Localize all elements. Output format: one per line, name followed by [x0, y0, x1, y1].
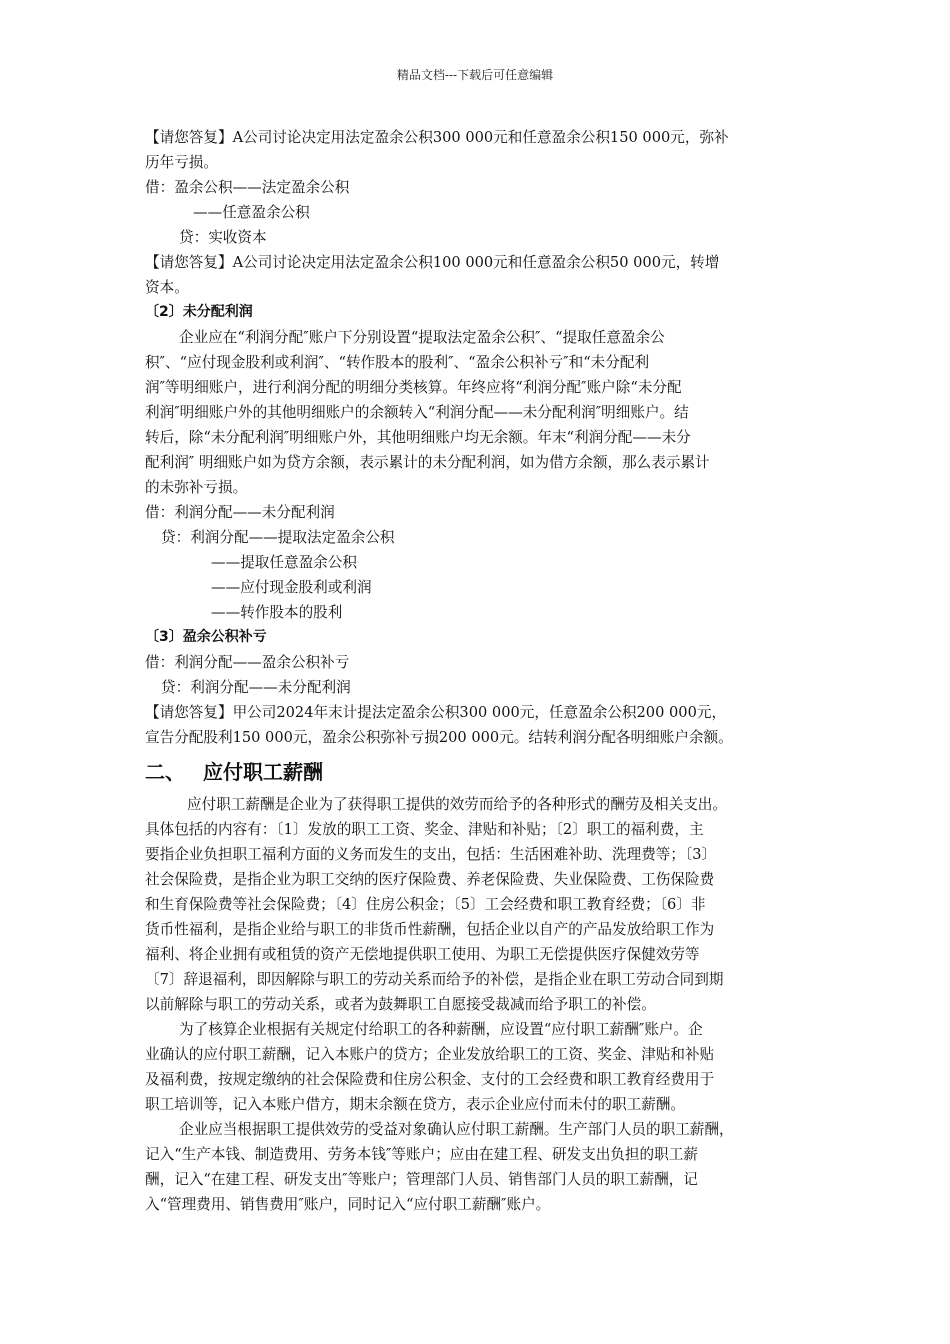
- paragraph-line: 为了核算企业根据有关规定付给职工的各种薪酬，应设置“应付职工薪酬″账户。企: [179, 1021, 703, 1038]
- paragraph-line: 以前解除与职工的劳动关系，或者为鼓舞职工自愿接受裁减而给予职工的补偿。: [145, 996, 656, 1013]
- section-heading: [145, 754, 813, 790]
- section-title: 应付职工薪酬: [203, 760, 323, 784]
- journal-sub-entry: ——任意盈余公积: [193, 204, 310, 221]
- paragraph-line: 的未弥补亏损。: [145, 479, 248, 496]
- subsection-heading: 〔3〕盈余公积补亏: [145, 629, 267, 645]
- paragraph-line: 利润″明细账户外的其他明细账户的余额转入“利润分配——未分配利润″明细账户。结: [145, 404, 689, 421]
- text-line: 【请您答复】甲公司2024年末计提法定盈余公积300 000元，任意盈余公积200 000元，: [145, 704, 727, 721]
- journal-credit: 贷：利润分配——未分配利润: [161, 679, 351, 696]
- paragraph-line: 应付职工薪酬是企业为了获得职工提供的效劳而给予的各种形式的酬劳及相关支出。: [187, 796, 727, 813]
- subsection-heading: 〔2〕未分配利润: [145, 304, 253, 320]
- paragraph-line: 转后，除“未分配利润″明细账户外，其他明细账户均无余额。年末“利润分配——未分: [145, 429, 691, 446]
- paragraph-line: 职工培训等，记入本账户借方，期末余额在贷方，表示企业应付而未付的职工薪酬。: [145, 1096, 685, 1113]
- paragraph-line: 要指企业负担职工福利方面的义务而发生的支出，包括：生活困难补助、洗理费等；〔3〕: [145, 846, 717, 863]
- paragraph-line: 企业应当根据职工提供效劳的受益对象确认应付职工薪酬。生产部门人员的职工薪酬，: [179, 1121, 734, 1138]
- paragraph-line: 配利润″ 明细账户如为贷方余额，表示累计的未分配利润，如为借方余额，那么表示累计: [145, 454, 710, 471]
- journal-sub-entry: ——提取任意盈余公积: [211, 554, 357, 571]
- journal-debit: 借：盈余公积——法定盈余公积: [145, 179, 350, 196]
- paragraph-line: 润″等明细账户，进行利润分配的明细分类核算。年终应将“利润分配″账户除“未分配: [145, 379, 682, 396]
- journal-sub-entry: ——转作股本的股利: [211, 604, 343, 621]
- paragraph-line: 〔7〕辞退福利，即因解除与职工的劳动关系而给予的补偿，是指企业在职工劳动合同到期: [145, 971, 724, 988]
- text-line: 历年亏损。: [145, 154, 218, 171]
- journal-sub-entry: ——应付现金股利或利润: [211, 579, 372, 596]
- paragraph-line: 福利、将企业拥有或租赁的资产无偿地提供职工使用、为职工无偿提供医疗保健效劳等: [145, 946, 700, 963]
- text-line: 【请您答复】A公司讨论决定用法定盈余公积100 000元和任意盈余公积50 000元，转增: [145, 254, 720, 271]
- paragraph-line: 及福利费，按规定缴纳的社会保险费和住房公积金、支付的工会经费和职工教育经费用于: [145, 1071, 715, 1088]
- paragraph-line: 和生育保险费等社会保险费；〔4〕住房公积金；〔5〕工会经费和职工教育经费；〔6〕非: [145, 896, 706, 913]
- paragraph-line: 酬，记入“在建工程、研发支出″等账户；管理部门人员、销售部门人员的职工薪酬，记: [145, 1171, 698, 1188]
- paragraph-line: 记入“生产本钱、制造费用、劳务本钱″等账户；应由在建工程、研发支出负担的职工薪: [145, 1146, 698, 1163]
- paragraph-line: 具体包括的内容有：〔1〕发放的职工工资、奖金、津贴和补贴；〔2〕职工的福利费，主: [145, 821, 704, 838]
- page-header: 精品文档---下载后可任意编辑: [396, 68, 554, 82]
- paragraph-line: 社会保险费，是指企业为职工交纳的医疗保险费、养老保险费、失业保险费、工伤保险费: [145, 871, 715, 888]
- journal-debit: 借：利润分配——未分配利润: [145, 504, 335, 521]
- paragraph-line: 入“管理费用、销售费用″账户，同时记入“应付职工薪酬″账户。: [145, 1196, 551, 1213]
- journal-debit: 借：利润分配——盈余公积补亏: [145, 654, 350, 671]
- text-line: 资本。: [145, 279, 189, 296]
- journal-credit: 贷：利润分配——提取法定盈余公积: [161, 529, 395, 546]
- section-number: 二、: [145, 760, 185, 784]
- journal-credit: 贷：实收资本: [179, 229, 267, 246]
- paragraph-line: 积″、“应付现金股利或利润″、“转作股本的股利″、“盈余公积补亏″和“未分配利: [145, 354, 650, 371]
- document-body: [145, 125, 813, 1217]
- paragraph-line: 企业应在“利润分配″账户下分别设置“提取法定盈余公积″、“提取任意盈余公: [179, 329, 665, 346]
- paragraph-line: 业确认的应付职工薪酬，记入本账户的贷方；企业发放给职工的工资、奖金、津贴和补贴: [145, 1046, 715, 1063]
- paragraph-line: 货币性福利，是指企业给与职工的非货币性薪酬，包括企业以自产的产品发放给职工作为: [145, 921, 715, 938]
- text-line: 宣告分配股利150 000元，盈余公积弥补亏损200 000元。结转利润分配各明细账户余额。: [145, 729, 733, 746]
- text-line: 【请您答复】A公司讨论决定用法定盈余公积300 000元和任意盈余公积150 000元，弥补: [145, 129, 729, 146]
